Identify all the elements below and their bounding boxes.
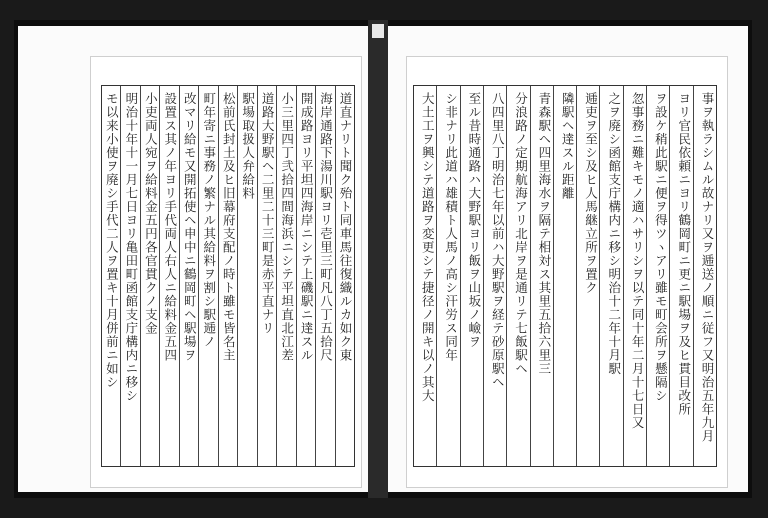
text-column: 逓吏ヲ至シ及ヒ人馬継立所ヲ置ク <box>576 86 599 466</box>
text-column: 松前氏封土及ヒ旧幕府支配ノ時ト雖モ皆名主 <box>218 86 237 466</box>
book-spread <box>14 20 752 498</box>
text-column: 道路大野駅ヘ二里二十三町是赤平直ナリ <box>257 86 276 466</box>
text-column: モ以来小使ヲ廃シ手代二人ヲ置キ十月併前ニ如シ <box>104 92 120 389</box>
text-column: 青森駅ヘ四里海水ヲ隔テ相対ス其里五拾六里三 <box>530 86 553 466</box>
right-manuscript-sheet <box>406 56 728 488</box>
text-column: 開成路ヨリ平坦四海岸ニシテ上磯駅ニ達スル <box>296 86 315 466</box>
left-ruled-frame <box>101 85 355 467</box>
text-column: 分浪路ノ定期航海アリ北岸ヲ是通リテ七飯駅ヘ <box>506 86 529 466</box>
text-column: 至ル昔時通路ハ大野駅ヨリ飯ヲ山坂ノ嶮ヲ <box>460 86 483 466</box>
text-column: 明治十年十一月七日ヨリ亀田町函館支庁構内ニ移シ <box>120 86 139 466</box>
text-column: ヲ設ケ稍此駅ニ便ヲ得ツヽアリ雖モ町会所ヲ懸隔シ <box>646 86 669 466</box>
binding-tab <box>372 24 384 38</box>
section-heading-column: 隣駅ヘ達スル距離 <box>553 86 576 466</box>
text-column: 事ヲ執ラシムル故ナリ又ヲ逓送ノ順ニ従フ又明治五年九月 <box>693 86 716 466</box>
text-column: 町年寄ニ事務ノ繁ナル其給料ヲ割シ駅逓ノ <box>198 86 217 466</box>
text-column: 之ヲ廃シ函館支庁構内ニ移シ明治十二年十月駅 <box>599 86 622 466</box>
text-column: 改マリ給モ又開拓使ヘ申中ニ鶴岡町ヘ駅場ヲ <box>179 86 198 466</box>
right-ruled-frame <box>413 85 717 467</box>
text-column: 八四里八丁明治七年以前ハ大野駅ヲ経テ砂原駅ヘ <box>483 86 506 466</box>
text-column: 小三里四丁弐拾四間海浜ニシテ平坦直北江差 <box>276 86 295 466</box>
book-gutter <box>368 20 388 498</box>
text-column: ヨリ官民依頼ニヨリ鶴岡町ニ更ニ駅場ヲ及ヒ貫目改所 <box>669 86 692 466</box>
section-heading-column: 駅場取扱人弁給料 <box>237 86 256 466</box>
left-manuscript-sheet <box>90 56 362 488</box>
text-column: 大土工ヲ興シテ道路ヲ変更シテ捷径ノ開キ以ノ其大 <box>420 92 436 403</box>
text-column: 海岸通路下湯川駅ヨリ壱里三町凡八丁五拾尺 <box>315 86 334 466</box>
text-column: 小吏両人宛ヲ給料金五円各官貫クノ支金 <box>140 86 159 466</box>
text-column: 道直ナリト聞ク殆ト同車馬往復織ルカ如ク東 <box>335 86 354 466</box>
right-page <box>388 26 748 492</box>
text-column: 忽事務ニ難キモノ適ハサリシヲ以テ同十年二月十七日又 <box>623 86 646 466</box>
text-column: シ非ナリ此道ハ雄積ト人馬ノ高シ汗労ス同年 <box>436 86 459 466</box>
left-page <box>18 26 368 492</box>
text-column: 設置ス其ノ年ヨリ手代両人右人ニ給料金五四 <box>159 86 178 466</box>
